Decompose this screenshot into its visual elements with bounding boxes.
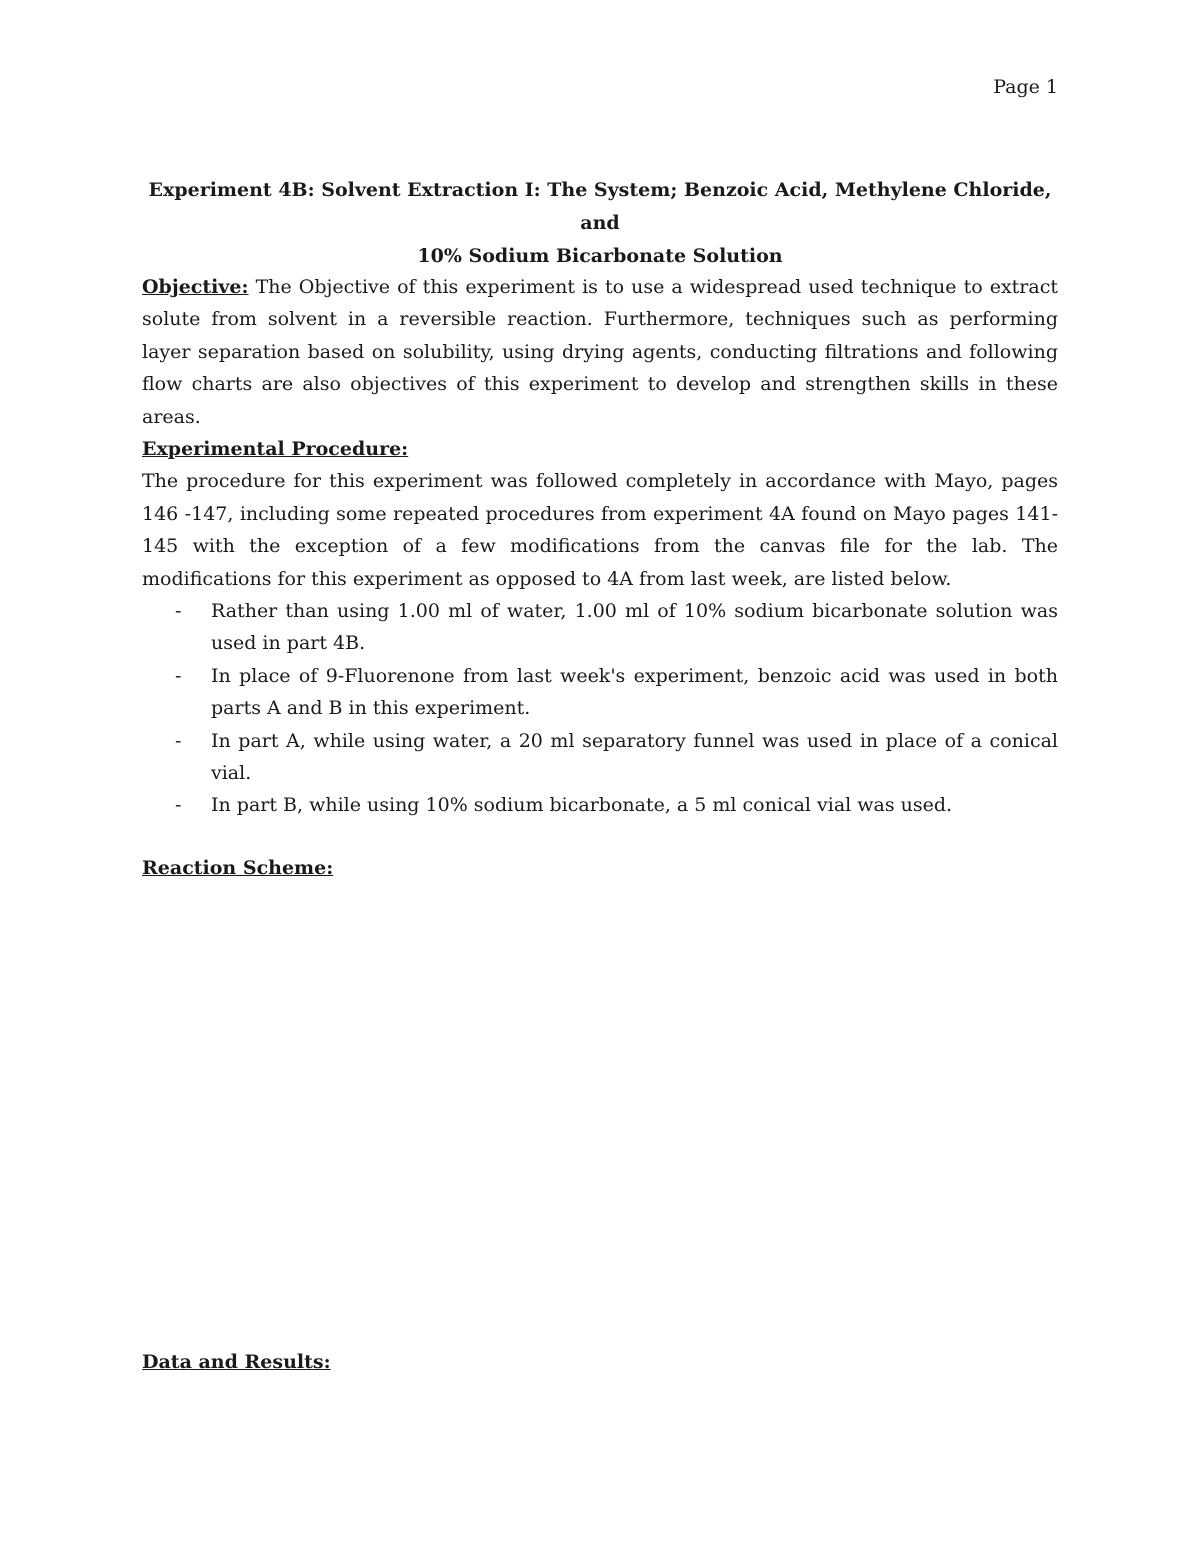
list-item xyxy=(142,725,1058,790)
list-item xyxy=(142,595,1058,660)
data-results-section xyxy=(142,1346,1058,1378)
bullet-dash: - xyxy=(175,600,182,623)
procedure-text: The procedure for this experiment was followed completely in accordance with Mayo, pages 146 -147, including some repeated procedures from experiment 4A found on Mayo pages 141-145 with the exception of a few modifications from the canvas file for the lab. The modifications for this experiment as opposed to 4A from last week, are listed below. xyxy=(142,470,1058,590)
list-item xyxy=(142,789,1058,821)
page-number: Page 1 xyxy=(993,76,1058,98)
title-line-2: 10% Sodium Bicarbonate Solution xyxy=(417,245,783,267)
list-item xyxy=(142,660,1058,725)
procedure-section xyxy=(142,433,1058,822)
list-item-text: In part A, while using water, a 20 ml separatory funnel was used in place of a conical vial. xyxy=(211,729,1058,785)
bullet-dash: - xyxy=(175,794,182,817)
bullet-dash: - xyxy=(175,664,182,687)
document-title xyxy=(130,174,1070,273)
reaction-scheme-section xyxy=(142,852,1058,884)
bullet-dash: - xyxy=(175,729,182,752)
list-item-text: Rather than using 1.00 ml of water, 1.00 ml of 10% sodium bicarbonate solution was used in part 4B. xyxy=(211,600,1058,655)
modifications-list xyxy=(142,595,1058,822)
objective-section xyxy=(142,271,1058,433)
objective-heading: Objective: xyxy=(142,276,249,298)
title-line-1: Experiment 4B: Solvent Extraction I: The System; Benzoic Acid, Methylene Chloride, and xyxy=(148,179,1052,234)
reaction-scheme-heading: Reaction Scheme: xyxy=(142,857,334,879)
objective-text: The Objective of this experiment is to use a widespread used technique to extract solute from solvent in a reversible reaction. Furthermore, techniques such as performing layer separation based on solubility, using drying agents, conducting filtrations and following flow charts are also objectives of this experiment to develop and strengthen skills in these areas. xyxy=(142,276,1058,428)
data-results-heading: Data and Results: xyxy=(142,1351,331,1373)
procedure-heading: Experimental Procedure: xyxy=(142,438,409,460)
list-item-text: In place of 9-Fluorenone from last week's experiment, benzoic acid was used in both parts A and B in this experiment. xyxy=(211,664,1058,720)
list-item-text: In part B, while using 10% sodium bicarbonate, a 5 ml conical vial was used. xyxy=(211,794,953,817)
